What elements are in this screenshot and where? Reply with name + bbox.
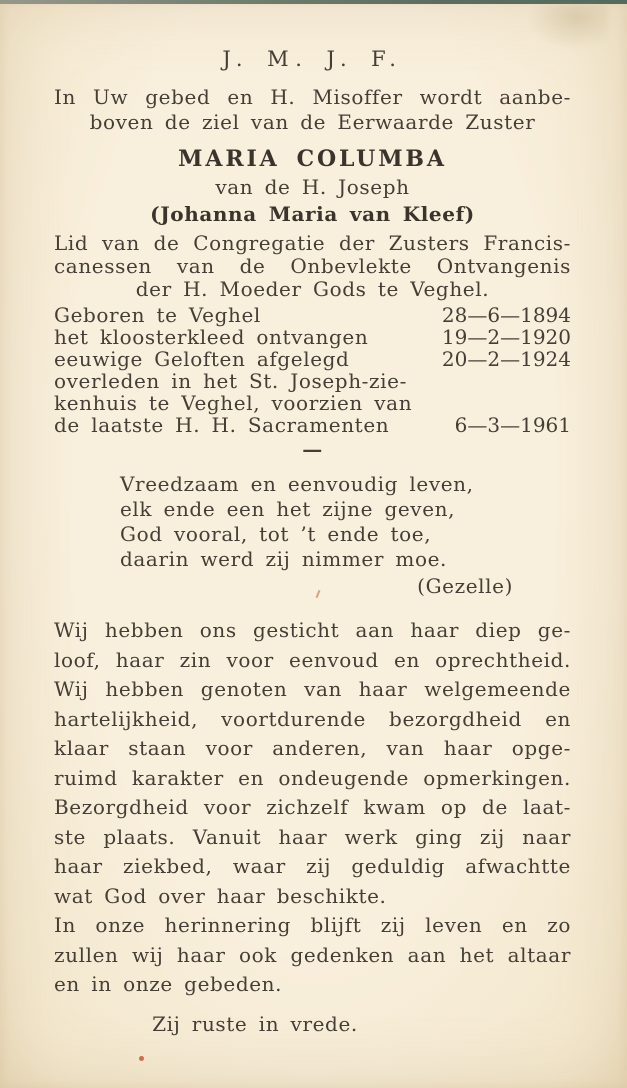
- event-label: eeuwige Geloften afgelegd: [54, 347, 350, 371]
- event-row-death-3: [54, 414, 571, 436]
- poem-line-1: Vreedzaam en eenvoudig leven,: [120, 472, 474, 496]
- red-speck-artifact: [139, 1056, 144, 1061]
- memorial-line: wat God over haar beschikte.: [54, 883, 387, 908]
- intro-line-2: boven de ziel van de Eerwaarde Zuster: [89, 110, 536, 134]
- corner-stain: [528, 4, 608, 50]
- memorial-line: Bezorgdheid voor zichzelf kwam op de laat-: [54, 795, 571, 819]
- congregation-line-2: canessen van de Onbevlekte Ontvangenis: [54, 254, 571, 278]
- memorial-line: haar ziekbed, waar zij geduldig afwachtte: [54, 854, 571, 878]
- event-row-habit: [54, 326, 571, 348]
- congregation-block: [54, 232, 571, 301]
- memorial-line: ste plaats. Vanuit haar werk ging zij naar: [54, 824, 571, 849]
- poem-line-3: God vooral, tot ’t ende toe,: [120, 522, 432, 546]
- event-label: overleden in het St. Joseph-zie-: [54, 369, 407, 393]
- poem-line-2: elk ende een het zijne geven,: [120, 497, 456, 521]
- invocation-initials: J. M. J. F.: [222, 47, 403, 71]
- memorial-line: zullen wij haar ook gedenken aan het altaar: [54, 942, 571, 967]
- memorial-line: ruimd karakter en ondeugende opmerkingen.: [54, 765, 571, 790]
- life-events: [54, 304, 571, 436]
- memorial-line: loof, haar zin voor eenvoud en oprechtheid.: [54, 647, 571, 672]
- congregation-line-1: Lid van de Congregatie der Zusters Francis-: [54, 231, 571, 255]
- event-label: de laatste H. H. Sacramenten: [54, 413, 390, 437]
- poem-block: [120, 472, 571, 572]
- intro-line-1: In Uw gebed en H. Misoffer wordt aanbe-: [54, 85, 571, 109]
- memorial-text: [54, 616, 571, 1000]
- poem-attribution: (Gezelle): [417, 574, 513, 598]
- card-content: [54, 46, 571, 1038]
- memorial-line: klaar staan voor anderen, van haar opge-: [54, 736, 571, 760]
- section-separator: —: [302, 437, 323, 461]
- poem-line-4: daarin werd zij nimmer moe.: [120, 547, 447, 571]
- memorial-line: Wij hebben genoten van haar welgemeende: [54, 677, 571, 701]
- memorial-line: Wij hebben ons gesticht aan haar diep ge-: [54, 618, 571, 642]
- event-row-death-1: [54, 370, 571, 392]
- congregation-line-3: der H. Moeder Gods te Veghel.: [135, 277, 490, 301]
- event-date: 6—3—1961: [454, 413, 571, 437]
- religious-title: van de H. Joseph: [215, 175, 410, 199]
- birth-name: (Johanna Maria van Kleef): [150, 202, 475, 226]
- event-date: 19—2—1920: [441, 325, 571, 349]
- event-label: het kloosterkleed ontvangen: [54, 325, 369, 349]
- event-row-death-2: [54, 392, 571, 414]
- event-row-birth: [54, 304, 571, 326]
- deceased-name: MARIA COLUMBA: [178, 146, 447, 172]
- event-date: 20—2—1924: [441, 347, 571, 371]
- event-row-vows: [54, 348, 571, 370]
- memorial-line: hartelijkheid, voortdurende bezorgdheid en: [54, 706, 571, 731]
- closing-line: Zij ruste in vrede.: [152, 1011, 358, 1036]
- event-date: 28—6—1894: [441, 303, 571, 327]
- event-label: kenhuis te Veghel, voorzien van: [54, 391, 413, 415]
- memorial-line: en in onze gebeden.: [54, 972, 283, 996]
- event-label: Geboren te Veghel: [54, 303, 261, 327]
- memorial-line: In onze herinnering blijft zij leven en zo: [54, 913, 571, 937]
